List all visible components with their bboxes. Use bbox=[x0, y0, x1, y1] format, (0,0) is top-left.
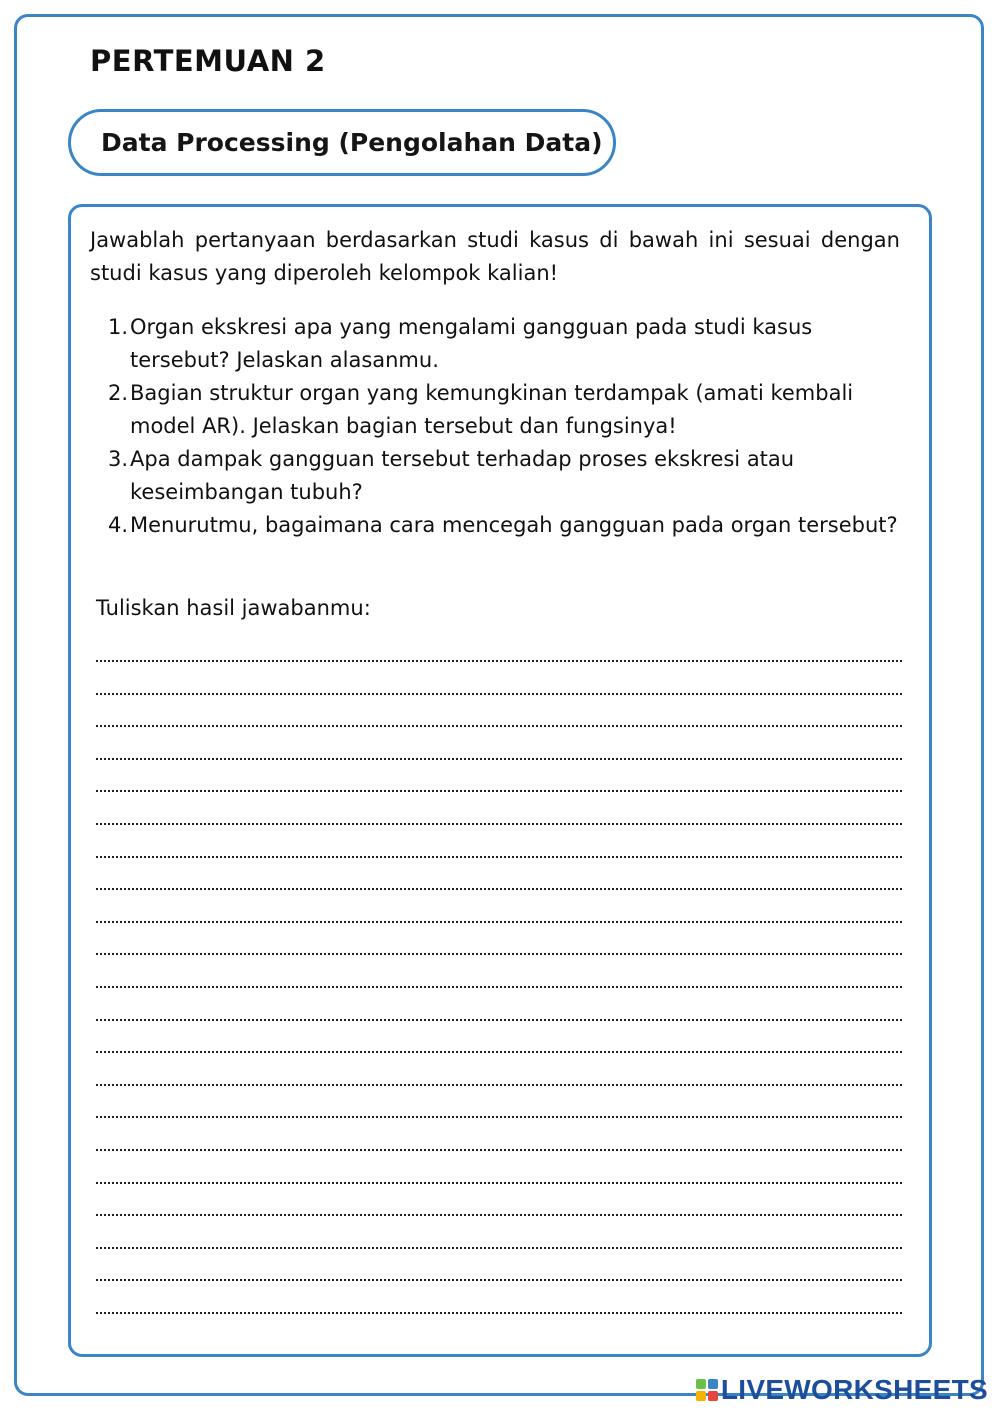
answer-line[interactable] bbox=[96, 991, 902, 1021]
question-text: Organ ekskresi apa yang mengalami gangguan pada studi kasus tersebut? Jelaskan alasanmu. bbox=[130, 315, 813, 372]
page-title: PERTEMUAN 2 bbox=[90, 44, 326, 78]
answer-line[interactable] bbox=[96, 860, 902, 890]
question-text: Bagian struktur organ yang kemungkinan terdampak (amati kembali model AR). Jelaskan bagian tersebut dan fungsinya! bbox=[130, 381, 854, 438]
logo-square bbox=[696, 1391, 706, 1401]
answer-line[interactable] bbox=[96, 730, 902, 760]
instructions: Jawablah pertanyaan berdasarkan studi kasus di bawah ini sesuai dengan studi kasus yang diperoleh kelompok kalian! bbox=[90, 228, 900, 285]
question-item bbox=[108, 377, 898, 443]
logo-square bbox=[708, 1379, 718, 1389]
answer-line[interactable] bbox=[96, 893, 902, 923]
answer-line[interactable] bbox=[96, 1186, 902, 1216]
liveworksheets-logo-icon bbox=[696, 1379, 718, 1401]
question-item bbox=[108, 443, 898, 509]
answer-line[interactable] bbox=[96, 958, 902, 988]
question-number: 1. bbox=[108, 315, 129, 339]
question-text: Apa dampak gangguan tersebut terhadap proses ekskresi atau keseimbangan tubuh? bbox=[130, 447, 795, 504]
answer-label: Tuliskan hasil jawabanmu: bbox=[96, 596, 371, 620]
question-item bbox=[108, 509, 898, 542]
question-number: 4. bbox=[108, 513, 129, 537]
question-number: 3. bbox=[108, 447, 129, 471]
answer-line[interactable] bbox=[96, 925, 902, 955]
logo-square bbox=[708, 1391, 718, 1401]
answer-line[interactable] bbox=[96, 697, 902, 727]
question-number: 2. bbox=[108, 381, 129, 405]
liveworksheets-branding bbox=[696, 1374, 988, 1406]
answer-line[interactable] bbox=[96, 1088, 902, 1118]
question-text: Menurutmu, bagaimana cara mencegah gangguan pada organ tersebut? bbox=[130, 513, 898, 537]
answer-line[interactable] bbox=[96, 1251, 902, 1281]
answer-line[interactable] bbox=[96, 1023, 902, 1053]
answer-line[interactable] bbox=[96, 1284, 902, 1314]
section-title-pill bbox=[68, 109, 616, 176]
question-item bbox=[108, 311, 898, 377]
answer-line[interactable] bbox=[96, 1219, 902, 1249]
answer-line[interactable] bbox=[96, 795, 902, 825]
answer-line[interactable] bbox=[96, 665, 902, 695]
section-title: Data Processing (Pengolahan Data) bbox=[101, 128, 603, 157]
question-list bbox=[108, 311, 898, 542]
answer-line[interactable] bbox=[96, 1154, 902, 1184]
answer-line[interactable] bbox=[96, 1056, 902, 1086]
logo-square bbox=[696, 1379, 706, 1389]
answer-area[interactable] bbox=[96, 632, 902, 1316]
brand-text: LIVEWORKSHEETS bbox=[720, 1374, 988, 1405]
answer-line[interactable] bbox=[96, 632, 902, 662]
answer-line[interactable] bbox=[96, 1121, 902, 1151]
answer-line[interactable] bbox=[96, 828, 902, 858]
answer-line[interactable] bbox=[96, 762, 902, 792]
